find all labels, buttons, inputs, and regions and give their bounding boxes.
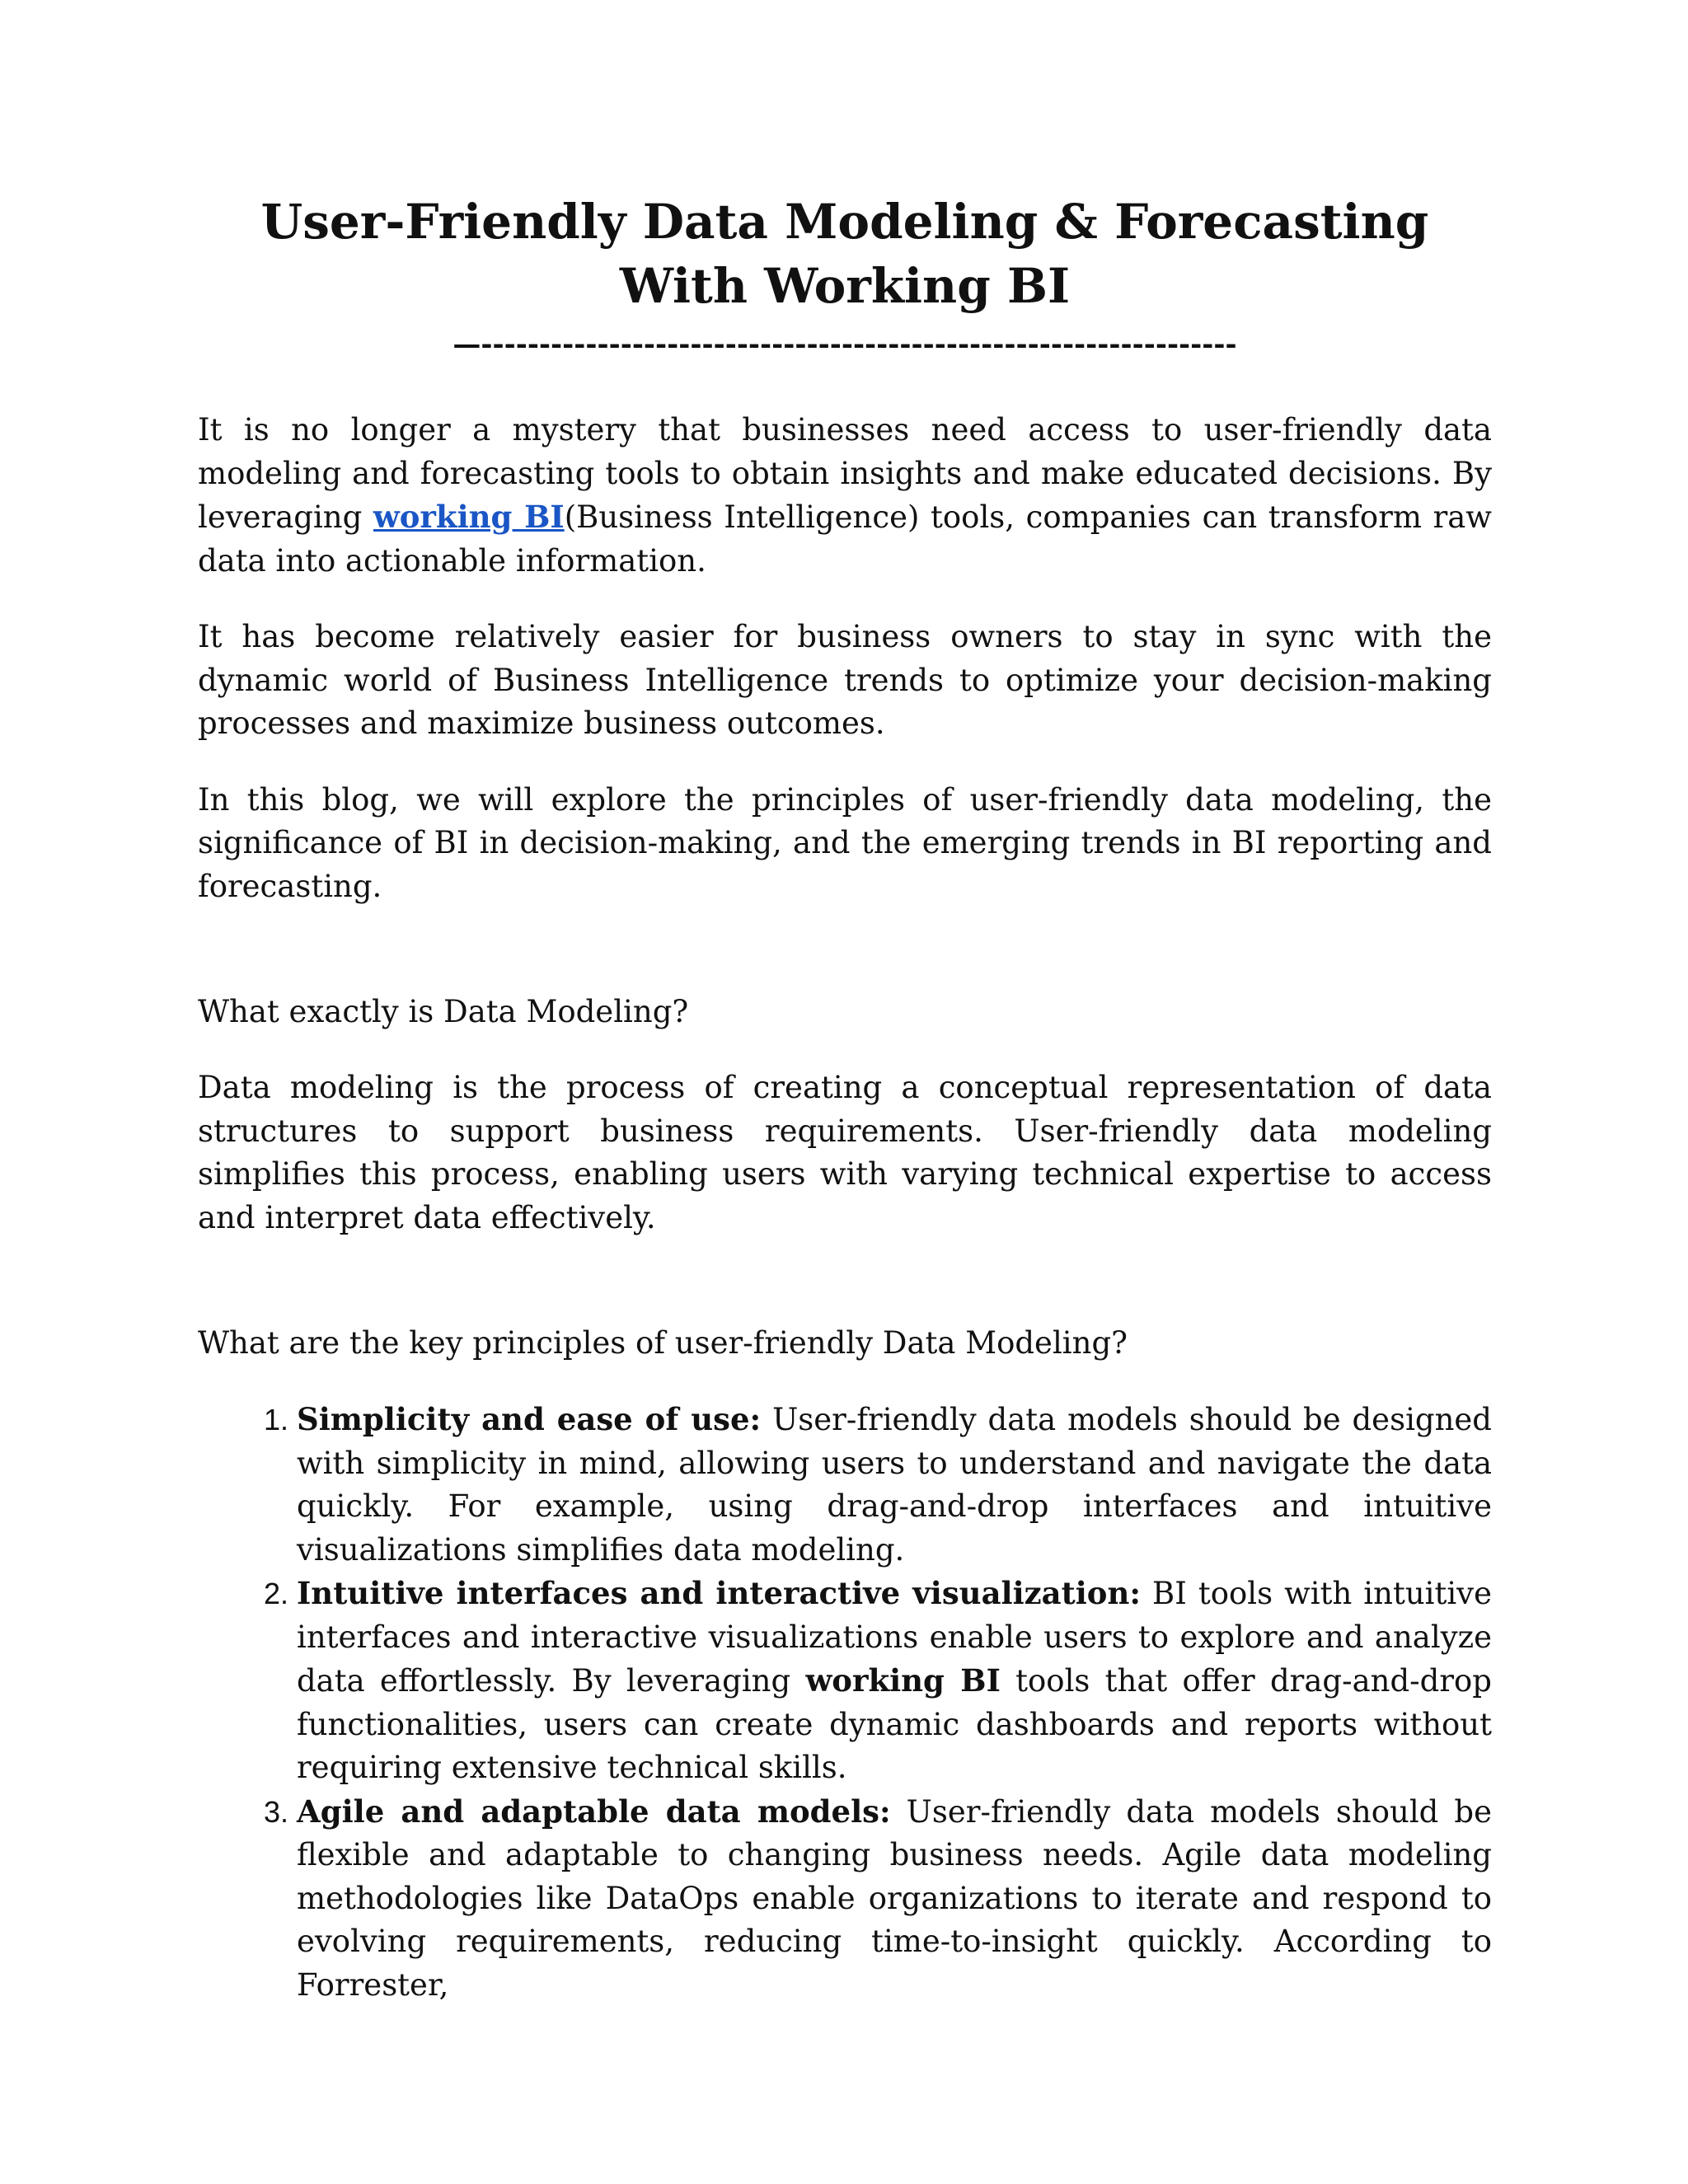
list-item-text: User-friendly data models should be flexible and adaptable to changing business needs. Agile data modeling methodologies like DataOps enable organizations to iterate and respond to evolving requirements, reducing time-to-insight quickly. According to Forrester, [297,1793,1493,2003]
list-item [297,1572,1492,1790]
list-item-text-before: BI tools with intuitive interfaces and interactive visualizations enable users to explore and analyze data effortlessly. By leveraging [297,1576,1492,1699]
section-heading-data-modeling: What exactly is Data Modeling? [198,994,689,1029]
title-divider: —----------------------------------------------------------------- [452,328,1237,361]
working-bi-link[interactable]: working BI [373,499,565,535]
list-item-title: Simplicity and ease of use: [297,1401,762,1437]
intro-section [198,409,1492,908]
document-page [198,190,1492,2007]
list-item-title: Intuitive interfaces and interactive visualization: [297,1575,1142,1611]
data-modeling-paragraph: Data modeling is the process of creating a conceptual representation of data structures to support business requirements. User-friendly data modeling simplifies this process, enabling users with varying technical expertise to access and interpret data effectively. [198,1070,1492,1235]
list-item-title: Agile and adaptable data models: [297,1793,891,1830]
intro-paragraph-1 [198,409,1492,583]
intro-p1-text-before: It is no longer a mystery that businesses need access to user-friendly data modeling and forecasting tools to obtain insights and make educated decisions. By leveraging [198,412,1492,535]
list-item [297,1398,1492,1572]
intro-paragraph-3: In this blog, we will explore the principles of user-friendly data modeling, the significance of BI in decision-making, and the emerging trends in BI reporting and forecasting. [198,781,1492,904]
page-title: User-Friendly Data Modeling & Forecasting With Working BI [260,194,1429,314]
list-item-text-after: tools that offer drag-and-drop functionalities, users can create dynamic dashboards and reports without requiring extensive technical skills. [297,1663,1492,1785]
intro-p1-text-after: (Business Intelligence) tools, companies can transform raw data into actionable information. [198,499,1492,579]
principles-list [198,1398,1492,2007]
list-item-bold-term: working BI [805,1662,1001,1699]
section-heading-key-principles: What are the key principles of user-friendly Data Modeling? [198,1325,1128,1361]
intro-paragraph-2: It has become relatively easier for business owners to stay in sync with the dynamic world of Business Intelligence trends to optimize your decision-making processes and maximize business outcomes. [198,619,1492,741]
list-item [297,1790,1492,2008]
list-item-text: User-friendly data models should be designed with simplicity in mind, allowing users to understand and navigate the data quickly. For example, using drag-and-drop interfaces and intuitive visualizations simplifies data modeling. [297,1402,1492,1568]
